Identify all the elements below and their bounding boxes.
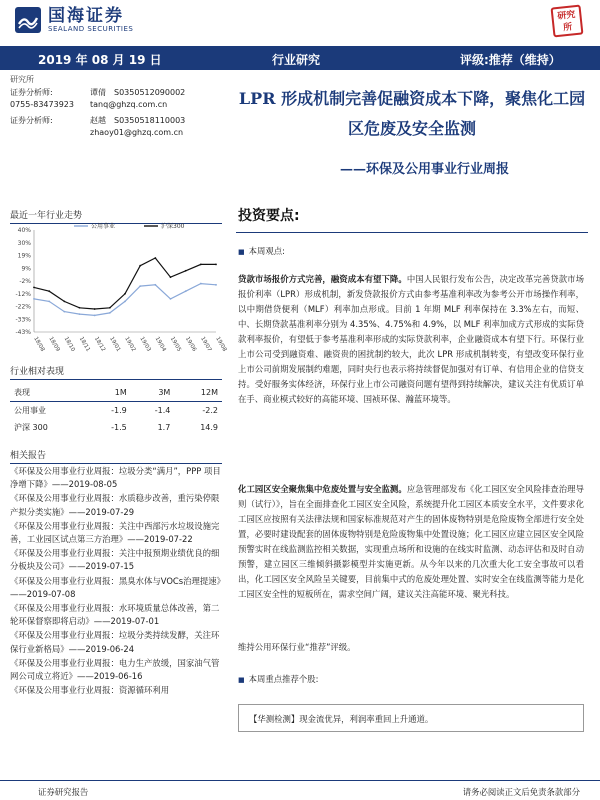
- y-tick-label: 40%: [17, 227, 31, 234]
- perf-cell: 14.9: [200, 423, 218, 432]
- perf-header: 12M: [174, 384, 222, 402]
- x-tick-label: 19/03: [138, 336, 152, 353]
- divider: [236, 232, 588, 233]
- relative-performance: [10, 364, 222, 436]
- data-point: [109, 312, 111, 314]
- x-tick-label: 19/01: [108, 336, 122, 353]
- chart-title: 最近一年行业走势: [10, 208, 222, 224]
- institute-stamp: 研究所: [551, 5, 584, 38]
- data-point: [215, 284, 217, 286]
- legend-label: 沪深300: [161, 223, 185, 230]
- x-tick-label: 19/02: [123, 336, 137, 353]
- view-label: ■ 本周观点:: [238, 244, 584, 260]
- x-tick-label: 19/05: [168, 336, 182, 353]
- data-point: [79, 307, 81, 309]
- related-report-link[interactable]: 《环保及公用事业行业周报：垃圾分类持续发酵，关注环保行业新格局》——2019-06-24: [10, 630, 220, 654]
- data-point: [170, 276, 172, 278]
- analyst-email[interactable]: zhaoy01@ghzq.com.cn: [90, 128, 184, 137]
- related-report-link[interactable]: 《环保及公用事业行业周报：垃圾分类“满月”，PPP 项目净增下降》——2019-08-05: [10, 466, 221, 490]
- data-point: [33, 286, 35, 288]
- data-point: [200, 283, 202, 285]
- analyst-role: 证券分析师:: [10, 88, 53, 97]
- analyst-role: 证券分析师:: [10, 116, 53, 125]
- perf-cell: 1.7: [157, 423, 171, 432]
- data-point: [33, 298, 35, 300]
- data-point: [94, 308, 96, 310]
- data-point: [154, 257, 156, 259]
- table-row: [10, 402, 222, 420]
- legend-label: 公用事业: [91, 223, 116, 230]
- data-point: [63, 301, 65, 303]
- report-banner: [0, 46, 600, 70]
- institute-label: 研究所: [10, 75, 34, 84]
- y-tick-label: 19%: [17, 252, 31, 260]
- rating-statement: 维持公用环保行业“推荐”评级。: [238, 642, 356, 652]
- data-point: [48, 290, 50, 292]
- related-report-link[interactable]: 《环保及公用事业行业周报：关注中报预期业绩优良的细分板块及公司》——2019-07-15: [10, 548, 220, 572]
- y-tick-label: -43%: [15, 329, 31, 336]
- x-tick-label: 18/08: [32, 336, 46, 353]
- data-point: [215, 264, 217, 266]
- perf-cell: -1.4: [154, 406, 171, 415]
- paragraph-body: 中国人民银行发布公告，决定改革完善贷款市场报价利率（LPR）形成机制，新发贷款报价方式由参考基准利率改为参考公开市场操作利率，以中期借贷便利（MLF）利率加点形成。目前 1 年期 MLF 利率保持在 3.3%左右，而短、中、长期贷款基准利率分别为 4.35%、4.75%和 4.9%，以 MLF 利率加成方式形成的实际贷款利率报价，有望低于参考基准利率形成的实际贷款利率，企业融资成本有望下行。环保行业上市公司受到融资难、融资贵的困扰制约较大，此次 LPR 形成机制转变，有望改变环保行业上市公司前期发展制约难题，同时央行也表示将持续督促加强对有订单、有信用企业的信贷支持。受好服务实体经济，环保行业上市公司融资问题有望得到持续解决，建议关注有优质订单在手、商业模式较好的高能环境、国祯环保、瀚蓝环境等。: [238, 274, 584, 404]
- invest-heading: 投资要点:: [238, 208, 300, 224]
- data-point: [170, 298, 172, 300]
- perf-cell: -1.5: [111, 423, 127, 432]
- y-tick-label: 30%: [17, 239, 31, 247]
- data-point: [185, 290, 187, 292]
- data-point: [63, 311, 65, 313]
- perf-header: 1M: [87, 384, 131, 402]
- perf-cell: 沪深 300: [14, 423, 48, 432]
- x-tick-label: 19/04: [153, 336, 167, 353]
- related-report-link[interactable]: 《环保及公用事业行业周报：黑臭水体与VOCs治理提速》——2019-07-08: [10, 575, 221, 599]
- y-tick-label: -22%: [15, 303, 31, 311]
- perf-cell: -2.2: [202, 406, 218, 415]
- x-tick-label: 19/06: [183, 336, 198, 353]
- perf-table: [10, 384, 222, 436]
- industry-trend-chart: [10, 208, 228, 368]
- report-title: [232, 84, 592, 144]
- data-point: [109, 307, 111, 309]
- paragraph-lead: 贷款市场报价方式完善，融资成本有望下降。: [238, 274, 407, 284]
- related-report-link[interactable]: 《环保及公用事业行业周报：电力生产放缓，国家油气管网公司成立将近》——2019-06-16: [10, 657, 220, 682]
- perf-title: 行业相对表现: [10, 364, 222, 380]
- logo-mark-icon: [14, 6, 42, 34]
- paragraph-financing: [238, 272, 584, 407]
- x-tick-label: 18/11: [77, 336, 91, 353]
- recommended-stock-box: [238, 704, 584, 732]
- company-logo: [14, 6, 133, 34]
- paragraph-body: 应急管理部发布《化工园区安全风险排查治理导则（试行）》，旨在全面排查化工园区安全风险，系统提升化工园区本质安全水平，文件要求化工园区应按照有关法律法规和国家标准规范对产生的固体废物特别是危险废物全部进行安全处置，必要时建设配套的固体废物特别是危险废物集中处置设施；化工园区应建立园区安全风险预警实时在线监测监控相关数据，实现重点场所和设施的在线实时监测、动态评估和及时自动预警，建立园区三维倾斜摄影模型并实施更新。从今年以来的几次重大化工安全事故可以看出，化工园区安全风险呈关键要，目前集中式的危废处理处置、实时安全在线监测等能力是化工园区安全性的短板所在，需求空间广阔，建议关注高能环境、聚光科技。: [238, 484, 584, 599]
- report-rating: 评级:推荐（维持）: [460, 53, 561, 67]
- analyst-name: 谭倩: [90, 88, 106, 97]
- logo-cn: 国海证券: [48, 5, 124, 26]
- data-point: [185, 270, 187, 272]
- data-point: [48, 301, 50, 303]
- logo-en: SEALAND SECURITIES: [48, 24, 134, 33]
- y-tick-label: -33%: [15, 316, 31, 324]
- page-footer: [0, 780, 600, 800]
- focus-label: ■ 本周重点推荐个股:: [238, 672, 584, 688]
- x-tick-label: 18/12: [92, 336, 107, 353]
- related-report-link[interactable]: 《环保及公用事业行业周报：水质稳步改善，重污染停限产拟分类实施》——2019-07-29: [10, 493, 220, 517]
- analyst-cert: S0350512090002: [114, 88, 186, 97]
- data-point: [79, 313, 81, 315]
- footer-disclaimer: 请务必阅读正文后免责条款部分: [462, 787, 580, 797]
- report-subtitle: ——环保及公用事业行业周报: [340, 162, 510, 177]
- data-point: [200, 264, 202, 266]
- analyst-cert: S0350518110003: [114, 116, 186, 125]
- paragraph-lead: 化工园区安全聚焦集中危废处置与安全监测。: [238, 484, 407, 494]
- data-point: [124, 293, 126, 295]
- data-point: [94, 315, 96, 317]
- x-tick-label: 18/09: [47, 336, 61, 353]
- data-point: [124, 301, 126, 303]
- report-title-line2: 区危废及安全监测: [347, 119, 476, 138]
- perf-cell: 公用事业: [14, 406, 46, 415]
- analyst-info: [10, 74, 228, 139]
- x-tick-label: 18/10: [62, 336, 76, 353]
- data-point: [139, 265, 141, 267]
- analyst-name: 赵越: [90, 116, 106, 125]
- x-tick-label: 19/07: [199, 336, 213, 353]
- footer-left: 证券研究报告: [38, 787, 89, 797]
- y-tick-label: -12%: [15, 290, 31, 298]
- analyst-phone: 0755-83473923: [10, 100, 74, 109]
- perf-header: 3M: [131, 384, 175, 402]
- x-tick-label: 19/08: [214, 336, 228, 353]
- trend-chart-svg: [10, 222, 228, 362]
- y-tick-label: -2%: [19, 278, 31, 285]
- related-reports: [10, 448, 222, 697]
- table-row: [10, 419, 222, 436]
- analyst-email[interactable]: tanq@ghzq.com.cn: [90, 100, 168, 109]
- report-type: 行业研究: [272, 53, 321, 67]
- y-tick-label: 9%: [21, 265, 31, 273]
- perf-cell: -1.9: [111, 406, 127, 415]
- related-report-link[interactable]: 《环保及公用事业行业周报：关注中西部污水垃圾设施完善，工业园区试点第三方治理》——2019-07-22: [10, 520, 220, 545]
- paragraph-chemical-park: [238, 482, 584, 602]
- data-point: [139, 285, 141, 287]
- related-title: 相关报告: [10, 448, 222, 464]
- recommended-stock-text: 【华测检测】现金流优异，利润率重回上升通道。: [249, 714, 434, 724]
- data-point: [154, 284, 156, 286]
- related-report-link[interactable]: 《环保及公用事业行业周报：资源循环利用: [10, 685, 170, 696]
- perf-header: 表现: [10, 384, 87, 402]
- page-header: [0, 0, 600, 44]
- report-date: 2019 年 08 月 19 日: [38, 53, 162, 67]
- report-title-line1: LPR 形成机制完善促融资成本下降，聚焦化工园: [238, 89, 586, 108]
- related-report-link[interactable]: 《环保及公用事业行业周报：水环境质量总体改善，第二轮环保督察即将启动》——2019-07-01: [10, 603, 220, 627]
